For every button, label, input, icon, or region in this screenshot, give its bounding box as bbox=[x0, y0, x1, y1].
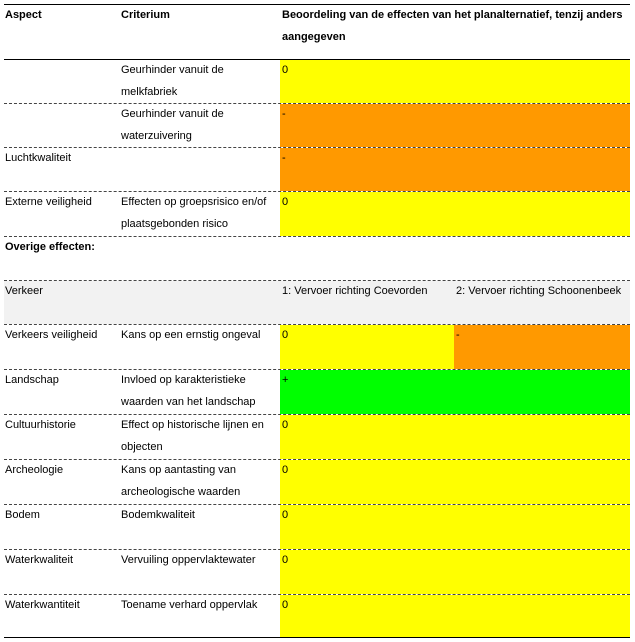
row-criterium: Bodemkwaliteit bbox=[121, 509, 195, 521]
row-aspect bbox=[4, 60, 116, 103]
table-row bbox=[4, 370, 630, 414]
header-beoordeling: Beoordeling van de effecten van het planalternatief, tenzij anders aangegeven bbox=[282, 9, 623, 43]
row-aspect: Cultuurhistorie bbox=[5, 419, 76, 431]
table-row bbox=[4, 192, 630, 236]
header-aspect: Aspect bbox=[5, 9, 42, 21]
table-bottom-border bbox=[4, 637, 630, 638]
row-score-positive: + bbox=[280, 370, 630, 414]
row-criterium bbox=[116, 148, 280, 191]
table-row bbox=[4, 60, 630, 103]
row-score-negative: - bbox=[280, 148, 630, 191]
row-criterium-empty bbox=[116, 281, 280, 324]
table-row bbox=[4, 415, 630, 459]
row-score-neutral: 0 bbox=[280, 415, 630, 459]
section-heading-row bbox=[4, 237, 630, 280]
row-criterium: Toename verhard oppervlak bbox=[121, 599, 258, 611]
option-2-label: 2: Vervoer richting Schoonenbeek bbox=[456, 285, 622, 297]
row-criterium: Vervuiling oppervlaktewater bbox=[121, 554, 256, 566]
row-aspect: Luchtkwaliteit bbox=[5, 152, 72, 164]
row-criterium: Invloed op karakteristieke waarden van het landschap bbox=[121, 374, 256, 408]
table-row bbox=[4, 104, 630, 147]
row-criterium: Geurhinder vanuit de melkfabriek bbox=[121, 64, 224, 98]
row-aspect: Externe veiligheid bbox=[5, 196, 92, 208]
table-row bbox=[4, 148, 630, 191]
row-score-neutral: 0 bbox=[280, 595, 630, 637]
row-aspect bbox=[4, 104, 116, 147]
row-score-negative: - bbox=[280, 104, 630, 147]
row-score-neutral: 0 bbox=[280, 550, 630, 594]
row-aspect: Verkeers veiligheid bbox=[5, 329, 98, 341]
option-1-label: 1: Vervoer richting Coevorden bbox=[282, 285, 428, 297]
row-criterium: Effecten op groepsrisico en/of plaatsgebonden risico bbox=[121, 196, 267, 230]
table-row bbox=[4, 325, 630, 369]
row-criterium: Kans op aantasting van archeologische waarden bbox=[121, 464, 241, 498]
table-header bbox=[4, 5, 630, 59]
row-aspect: Waterkwantiteit bbox=[5, 599, 80, 611]
row-criterium: Geurhinder vanuit de waterzuivering bbox=[121, 108, 224, 142]
row-score-neutral: 0 bbox=[280, 192, 630, 236]
row-score-neutral: 0 bbox=[280, 505, 630, 549]
row-aspect: Verkeer bbox=[5, 285, 43, 297]
row-aspect: Landschap bbox=[5, 374, 59, 386]
table-row bbox=[4, 595, 630, 637]
row-criterium: Kans op een ernstig ongeval bbox=[121, 329, 261, 341]
verkeer-row bbox=[4, 281, 630, 324]
header-criterium: Criterium bbox=[121, 9, 170, 21]
option-1-score: 0 bbox=[280, 325, 454, 369]
row-score-neutral: 0 bbox=[280, 460, 630, 504]
section-title: Overige effecten: bbox=[5, 241, 95, 253]
option-2-score: - bbox=[454, 325, 630, 369]
table-row bbox=[4, 505, 630, 549]
row-criterium: Effect op historische lijnen en objecten bbox=[121, 419, 264, 453]
row-aspect: Archeologie bbox=[5, 464, 64, 476]
row-aspect: Bodem bbox=[5, 509, 40, 521]
row-score-neutral: 0 bbox=[280, 60, 630, 103]
table-row bbox=[4, 460, 630, 504]
row-aspect: Waterkwaliteit bbox=[5, 554, 74, 566]
table-row bbox=[4, 550, 630, 594]
